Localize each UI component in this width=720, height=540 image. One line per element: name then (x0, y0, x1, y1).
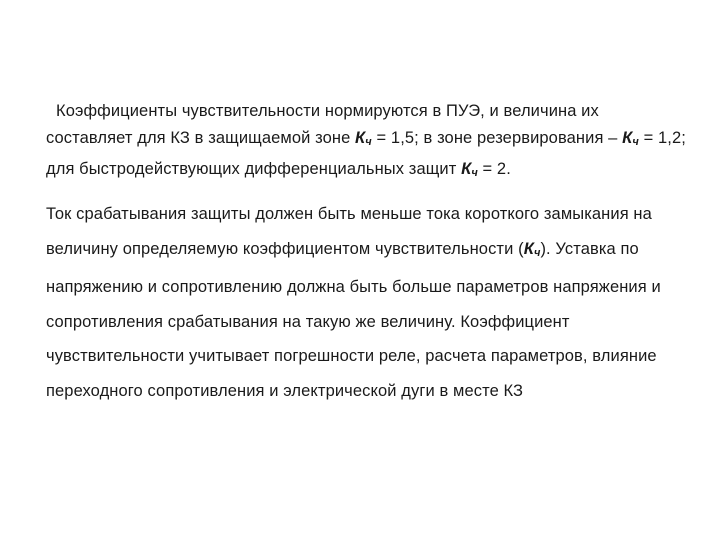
text-run: ). Уставка по напряжению и сопротивлению должна быть больше параметров напряжения и сопротивления срабатывания на такую же величину. Коэффициент чувствительности учитывает погрешности реле, расчета параметров, влияние переходного сопротивления и электрической дуги в месте КЗ (46, 239, 661, 400)
k-subscript: ч (471, 167, 478, 179)
k-subscript: ч (365, 136, 372, 148)
text-run: = 2. (477, 160, 511, 178)
k-symbol: К (355, 129, 366, 147)
text-run: = 1,2; для быстродействующих дифференциальных защит (46, 129, 686, 178)
text-run: Ток срабатывания защиты должен быть меньше тока короткого замыкания на величину определяемую коэффициентом чувствительности ( (46, 205, 652, 258)
k-symbol: К (523, 239, 534, 258)
text-block (46, 98, 686, 408)
paragraph-sensitivity-norms (46, 98, 686, 187)
k-symbol: К (622, 129, 633, 147)
text-run: = 1,5; в зоне резервирования – (371, 129, 623, 147)
text-run: Коэффициенты чувствительности нормируются в ПУЭ, и величина их составляет для КЗ в защищаемой зоне (46, 102, 599, 147)
k-subscript: ч (632, 136, 639, 148)
k-subscript: ч (533, 246, 541, 259)
k-symbol: К (461, 160, 472, 178)
paragraph-trip-current (46, 197, 686, 408)
